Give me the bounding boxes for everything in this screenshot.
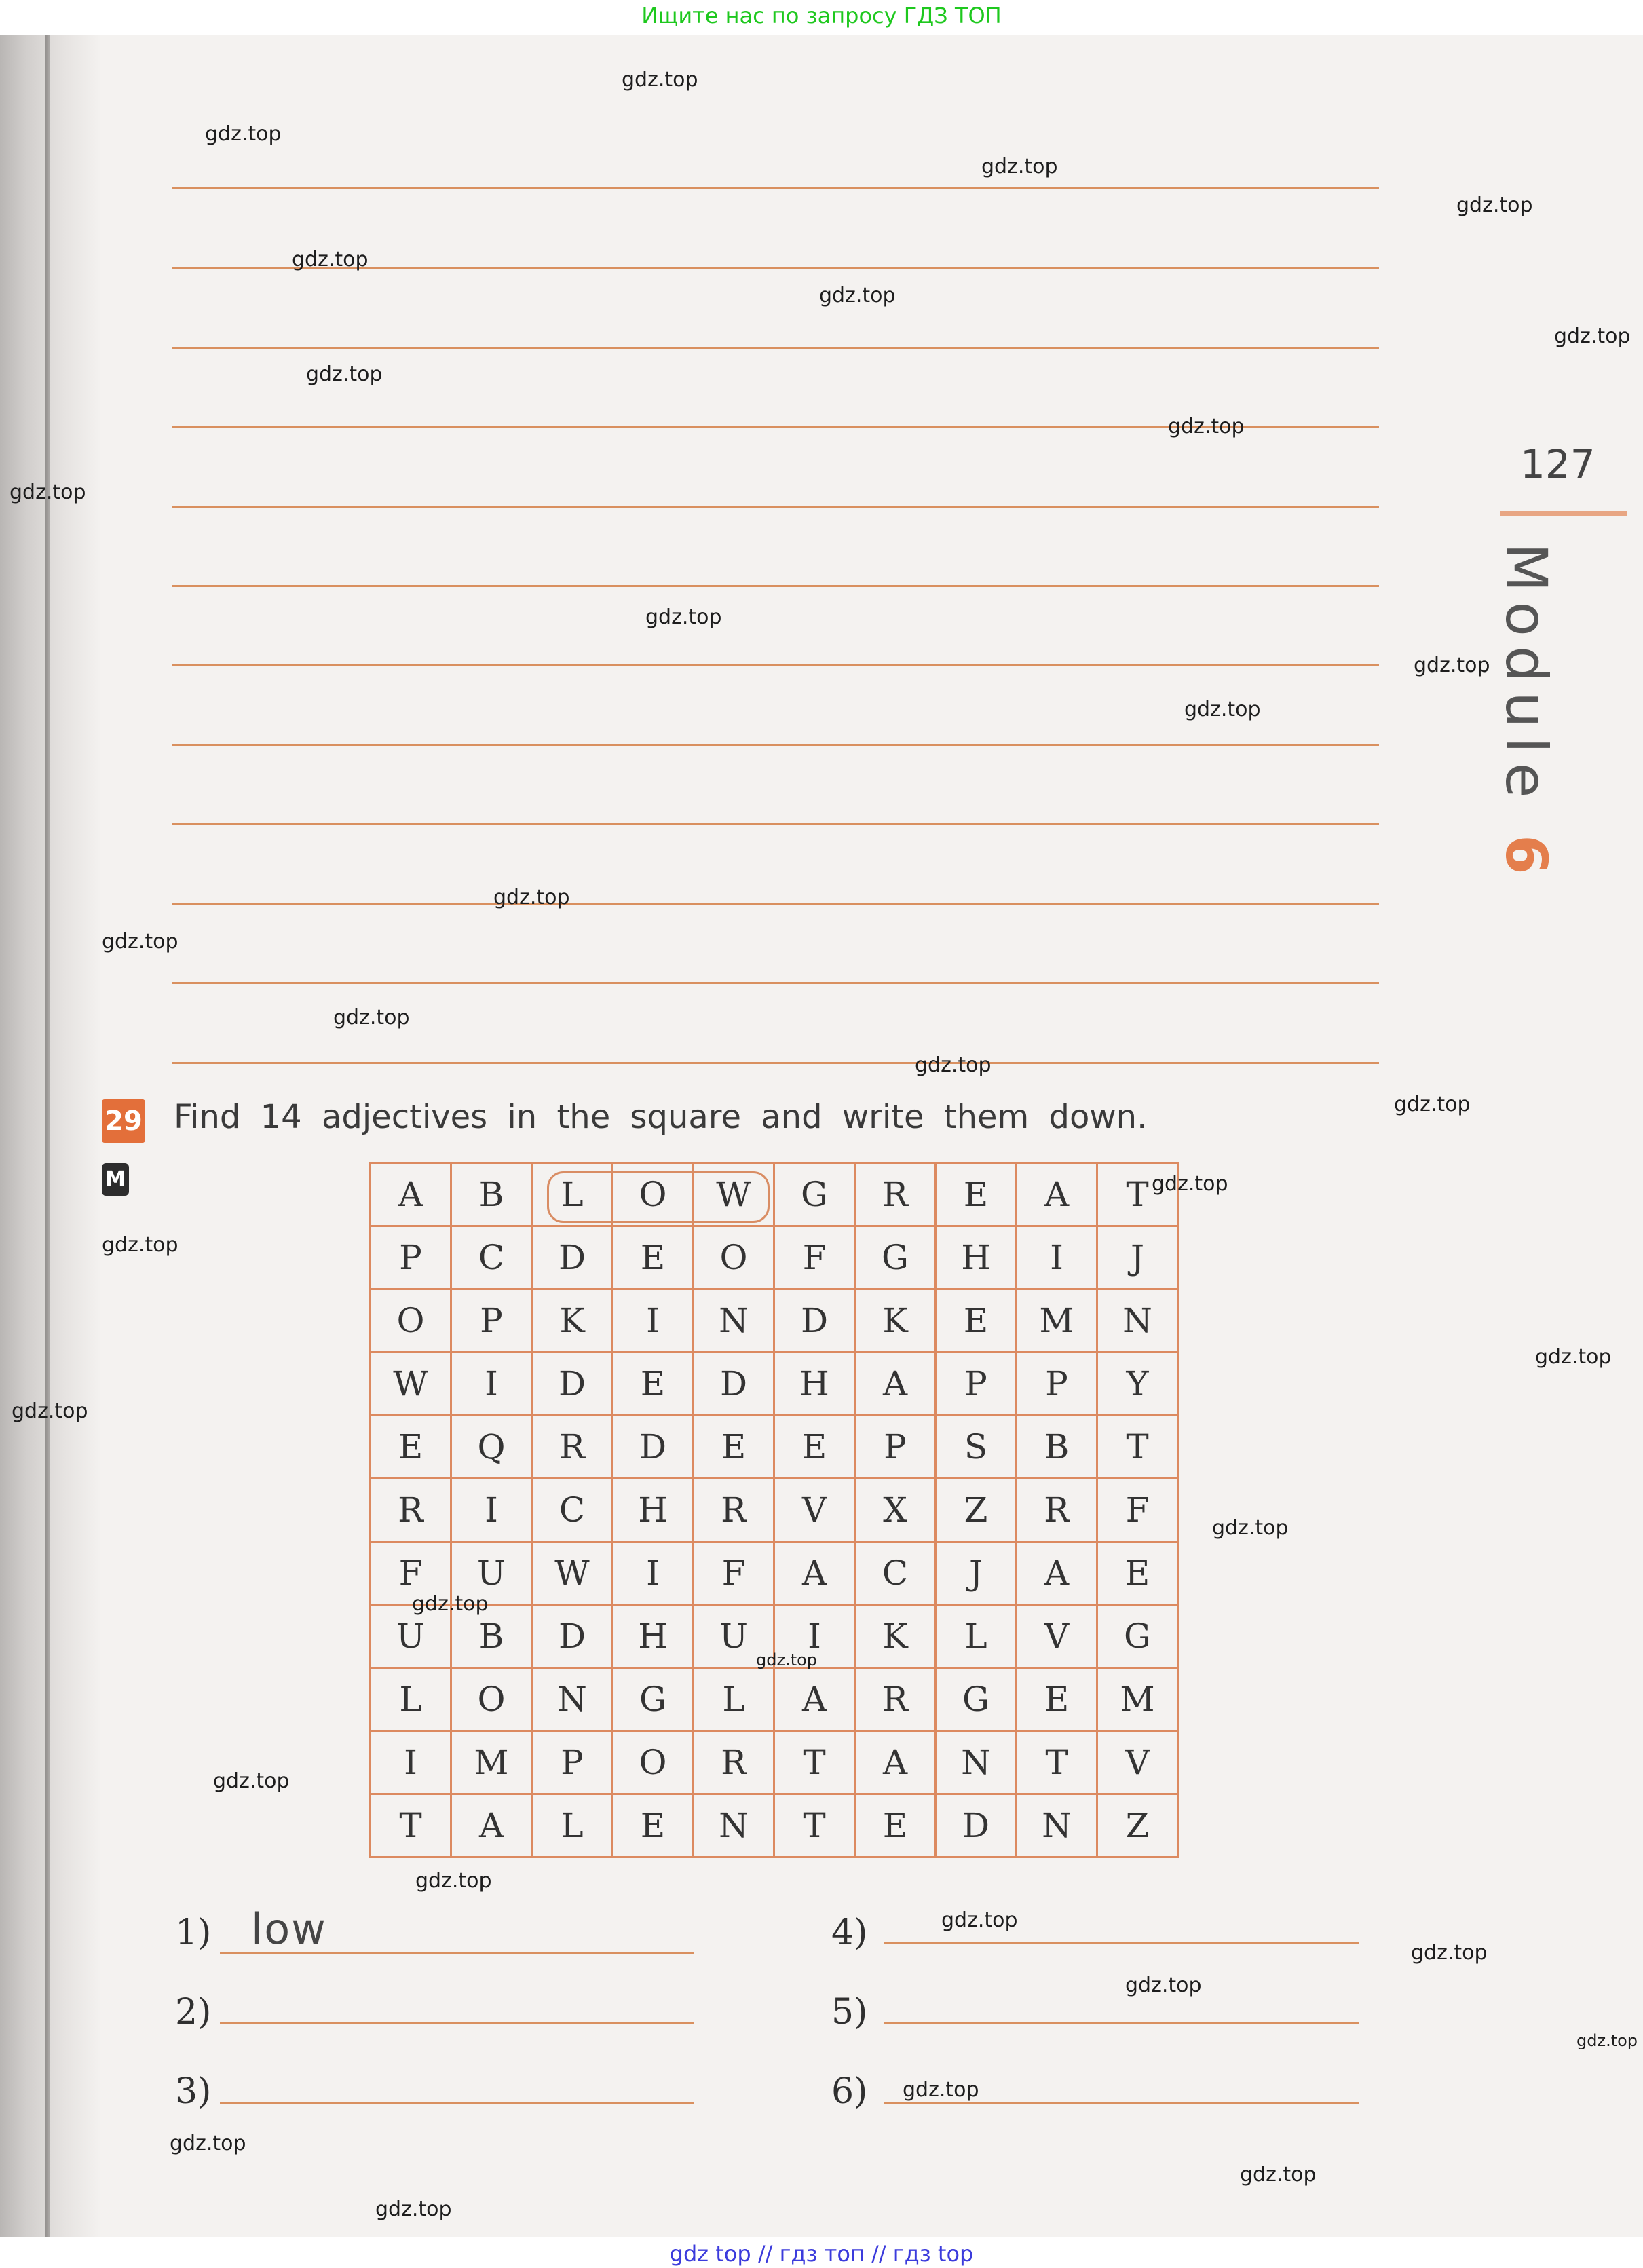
watermark: gdz.top [1184,698,1261,721]
grid-cell[interactable]: I [452,1479,533,1543]
grid-cell[interactable]: N [694,1290,775,1353]
grid-cell[interactable]: T [1017,1732,1098,1795]
m-icon: M [102,1163,129,1196]
module-word: Module [1493,543,1560,808]
grid-cell[interactable]: A [856,1353,937,1416]
watermark: gdz.top [213,1769,290,1793]
watermark: gdz.top [375,2197,452,2221]
watermark: gdz.top [412,1592,489,1616]
grid-cell[interactable]: J [937,1543,1017,1606]
grid-cell[interactable]: A [856,1732,937,1795]
grid-cell[interactable]: V [1017,1606,1098,1669]
grid-cell[interactable]: I [775,1606,856,1669]
grid-cell[interactable]: V [775,1479,856,1543]
page-spine-fold [45,35,50,2237]
watermark: gdz.top [102,1233,178,1257]
answer-label: 6) [831,2071,868,2112]
grid-cell[interactable]: D [613,1416,694,1479]
watermark: gdz.top [819,284,896,307]
watermark: gdz.top [1125,1973,1202,1997]
grid-cell[interactable]: C [452,1227,533,1290]
grid-cell[interactable]: O [694,1227,775,1290]
workbook-page [0,35,1643,2237]
grid-cell[interactable]: M [1017,1290,1098,1353]
grid-cell[interactable]: W [371,1353,452,1416]
grid-cell[interactable]: X [856,1479,937,1543]
grid-cell[interactable]: L [533,1164,613,1227]
grid-cell[interactable]: T [1098,1164,1179,1227]
bottom-banner[interactable]: gdz top // гдз топ // гдз top [669,2241,974,2267]
grid-cell[interactable]: M [452,1732,533,1795]
grid-cell[interactable]: A [1017,1164,1098,1227]
grid-cell[interactable]: T [775,1795,856,1858]
answer-label: 4) [831,1912,868,1953]
module-number: 6 [1493,835,1560,884]
grid-cell[interactable]: W [694,1164,775,1227]
grid-cell[interactable]: S [937,1416,1017,1479]
grid-cell[interactable]: H [613,1479,694,1543]
grid-cell[interactable]: D [775,1290,856,1353]
grid-cell[interactable]: D [694,1353,775,1416]
grid-cell[interactable]: Q [452,1416,533,1479]
answer-label: 5) [831,1992,868,2033]
watermark: gdz.top [306,362,383,386]
grid-cell[interactable]: O [452,1669,533,1732]
grid-cell[interactable]: D [533,1353,613,1416]
writing-line [172,506,1379,508]
grid-cell[interactable]: U [694,1606,775,1669]
grid-cell[interactable]: P [856,1416,937,1479]
answer-label: 3) [175,2071,212,2112]
grid-cell[interactable]: H [937,1227,1017,1290]
grid-cell[interactable]: P [452,1290,533,1353]
grid-cell[interactable]: G [1098,1606,1179,1669]
grid-cell[interactable]: E [694,1416,775,1479]
answer-line [884,1942,1359,1944]
grid-cell[interactable]: E [856,1795,937,1858]
grid-cell[interactable]: A [371,1164,452,1227]
watermark: gdz.top [1152,1172,1228,1196]
grid-cell[interactable]: D [533,1227,613,1290]
found-word-circle [547,1171,770,1223]
grid-cell[interactable]: E [775,1416,856,1479]
watermark: gdz.top [941,1908,1018,1932]
grid-cell[interactable]: D [937,1795,1017,1858]
writing-line [172,823,1379,825]
grid-cell[interactable]: T [371,1795,452,1858]
grid-cell[interactable]: M [1098,1669,1179,1732]
grid-cell[interactable]: V [1098,1732,1179,1795]
page-number-rule [1500,511,1627,516]
watermark: gdz.top [645,605,722,629]
watermark: gdz.top [1554,324,1631,348]
answer-line [884,2022,1359,2024]
grid-cell[interactable]: H [775,1353,856,1416]
writing-line [172,982,1379,984]
grid-cell[interactable]: U [371,1606,452,1669]
grid-cell[interactable]: G [775,1164,856,1227]
writing-line [172,744,1379,746]
grid-cell[interactable]: T [775,1732,856,1795]
grid-cell[interactable]: T [1098,1416,1179,1479]
grid-cell[interactable]: Z [937,1479,1017,1543]
watermark: gdz.top [102,930,178,953]
grid-cell[interactable]: L [694,1669,775,1732]
grid-cell[interactable]: F [694,1543,775,1606]
writing-line [172,187,1379,189]
grid-cell[interactable]: W [533,1543,613,1606]
grid-cell[interactable]: I [1017,1227,1098,1290]
grid-cell[interactable]: A [775,1543,856,1606]
grid-cell[interactable]: R [694,1732,775,1795]
grid-cell[interactable]: R [856,1669,937,1732]
answer-value[interactable]: low [251,1904,327,1954]
grid-cell[interactable]: I [452,1353,533,1416]
watermark: gdz.top [903,2078,979,2102]
watermark: gdz.top [1576,2031,1638,2050]
grid-cell[interactable]: N [1098,1290,1179,1353]
grid-cell[interactable]: N [533,1669,613,1732]
grid-cell[interactable]: E [937,1164,1017,1227]
writing-line [172,664,1379,666]
watermark: gdz.top [1535,1345,1612,1369]
grid-cell[interactable]: E [613,1353,694,1416]
grid-cell[interactable]: U [452,1543,533,1606]
grid-cell[interactable]: N [937,1732,1017,1795]
watermark: gdz.top [1394,1093,1471,1116]
grid-cell[interactable]: G [613,1669,694,1732]
top-banner[interactable]: Ищите нас по запросу ГДЗ ТОП [641,3,1002,29]
grid-cell[interactable]: F [775,1227,856,1290]
grid-cell[interactable]: F [371,1543,452,1606]
watermark: gdz.top [622,68,698,92]
grid-cell[interactable]: O [371,1290,452,1353]
watermark: gdz.top [10,480,86,504]
grid-cell[interactable]: E [371,1416,452,1479]
writing-line [172,903,1379,905]
watermark: gdz.top [1212,1516,1289,1540]
grid-cell[interactable]: R [694,1479,775,1543]
page-spine-shadow [0,35,102,2237]
grid-cell[interactable]: A [452,1795,533,1858]
watermark: gdz.top [12,1399,88,1423]
task-instruction: Find 14 adjectives in the square and write them down. [174,1098,1148,1136]
watermark: gdz.top [1414,654,1490,677]
grid-cell[interactable]: D [533,1606,613,1669]
module-label [1493,543,1560,884]
grid-cell[interactable]: K [856,1290,937,1353]
page-number: 127 [1520,441,1595,487]
grid-cell[interactable]: C [856,1543,937,1606]
grid-cell[interactable]: I [613,1543,694,1606]
grid-cell[interactable]: P [1017,1353,1098,1416]
grid-cell[interactable]: J [1098,1227,1179,1290]
grid-cell[interactable]: I [613,1290,694,1353]
grid-cell[interactable]: O [613,1732,694,1795]
watermark: gdz.top [493,886,570,909]
watermark: gdz.top [981,155,1058,178]
grid-cell[interactable]: B [452,1164,533,1227]
grid-cell[interactable]: R [1017,1479,1098,1543]
watermark: gdz.top [1168,415,1245,438]
watermark: gdz.top [170,2132,246,2155]
watermark: gdz.top [756,1650,818,1669]
writing-line [172,1062,1379,1064]
grid-cell[interactable]: P [937,1353,1017,1416]
answer-label: 2) [175,1992,212,2033]
grid-cell[interactable]: K [533,1290,613,1353]
word-search-grid [369,1162,1179,1858]
grid-cell[interactable]: E [613,1795,694,1858]
grid-cell[interactable]: P [371,1227,452,1290]
task-number-badge: 29 [102,1099,145,1143]
grid-cell[interactable]: B [452,1606,533,1669]
answer-line [220,2022,694,2024]
grid-cell[interactable]: L [937,1606,1017,1669]
writing-line [172,347,1379,349]
watermark: gdz.top [1411,1941,1488,1965]
watermark: gdz.top [915,1053,992,1077]
watermark: gdz.top [333,1006,410,1029]
answer-label: 1) [175,1912,212,1953]
watermark: gdz.top [292,248,369,271]
grid-cell[interactable]: A [775,1669,856,1732]
grid-cell[interactable]: R [533,1416,613,1479]
answer-line [220,2102,694,2104]
grid-cell[interactable]: I [371,1732,452,1795]
grid-cell[interactable]: G [856,1227,937,1290]
watermark: gdz.top [205,122,282,146]
grid-cell[interactable]: N [694,1795,775,1858]
grid-cell[interactable]: E [613,1227,694,1290]
grid-cell[interactable]: H [613,1606,694,1669]
grid-cell[interactable]: E [1017,1669,1098,1732]
grid-cell[interactable]: L [371,1669,452,1732]
watermark: gdz.top [1240,2163,1317,2187]
watermark: gdz.top [415,1869,492,1893]
grid-cell[interactable]: C [533,1479,613,1543]
grid-cell[interactable]: R [371,1479,452,1543]
grid-cell[interactable]: N [1017,1795,1098,1858]
grid-cell[interactable]: E [937,1290,1017,1353]
grid-cell[interactable]: A [1017,1543,1098,1606]
writing-line [172,585,1379,587]
grid-cell[interactable]: E [1098,1543,1179,1606]
grid-cell[interactable]: R [856,1164,937,1227]
grid-cell[interactable]: Y [1098,1353,1179,1416]
grid-cell[interactable]: P [533,1732,613,1795]
watermark: gdz.top [1456,193,1533,217]
grid-cell[interactable]: Z [1098,1795,1179,1858]
grid-cell[interactable]: F [1098,1479,1179,1543]
grid-cell[interactable]: B [1017,1416,1098,1479]
grid-cell[interactable]: K [856,1606,937,1669]
answer-line [884,2102,1359,2104]
grid-cell[interactable]: L [533,1795,613,1858]
grid-cell[interactable]: O [613,1164,694,1227]
grid-cell[interactable]: G [937,1669,1017,1732]
